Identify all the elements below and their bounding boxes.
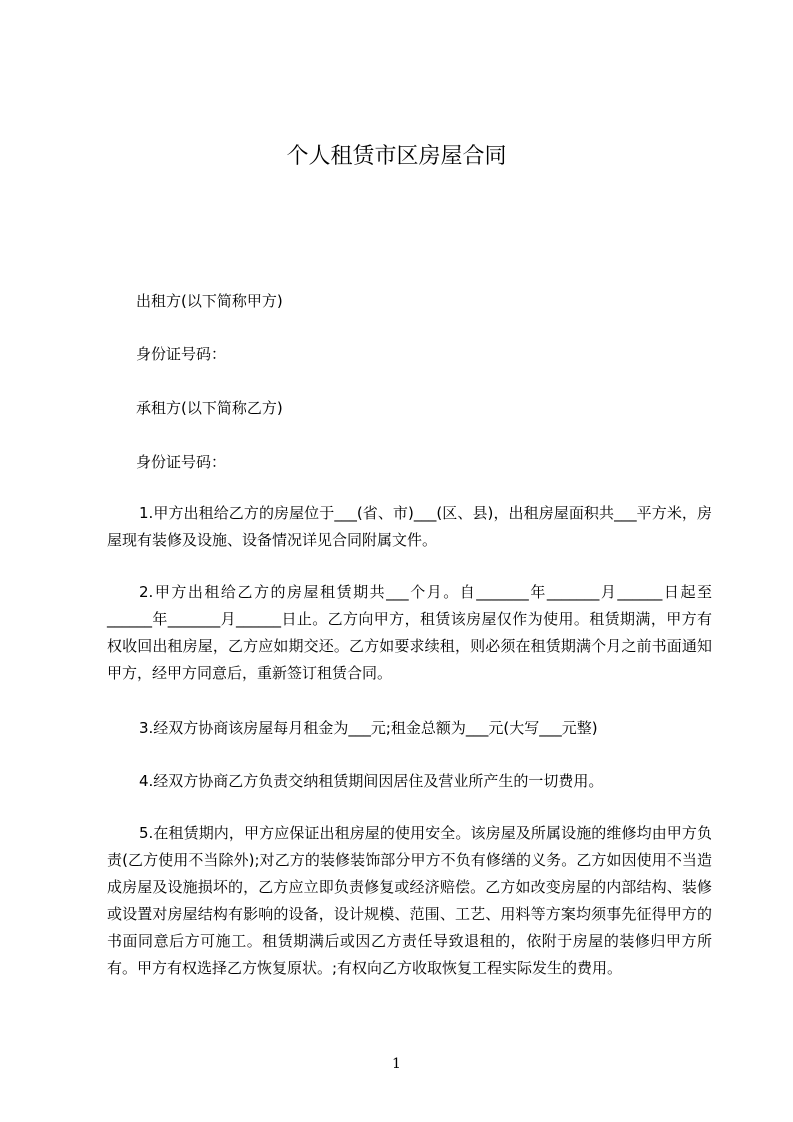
clause-text: 3.经双方协商该房屋每月租金为___元;租金总额为___元(大写___元整) xyxy=(139,719,598,737)
clause-3 xyxy=(107,715,712,742)
document-title: 个人租赁市区房屋合同 xyxy=(286,144,507,169)
clause-4 xyxy=(107,768,712,795)
clause-text: 1.甲方出租给乙方的房屋位于___(省、市)___(区、县)，出租房屋面积共___平方米，房屋现有装修及设施、设备情况详见合同附属文件。 xyxy=(107,504,712,549)
lessee-id-line: 身份证号码： xyxy=(136,453,227,471)
lessor-id-line: 身份证号码： xyxy=(136,345,227,363)
clause-1 xyxy=(107,500,712,554)
page-number: 1 xyxy=(392,1056,401,1072)
clause-5 xyxy=(107,820,712,982)
clause-text: 5.在租赁期内，甲方应保证出租房屋的使用安全。该房屋及所属设施的维修均由甲方负责(乙方使用不当除外);对乙方的装修装饰部分甲方不负有修缮的义务。乙方如因使用不当造成房屋及设施损坏的，乙方应立即负责修复或经济赔偿。乙方如改变房屋的内部结构、装修或设置对房屋结构有影响的设备，设计规模、范围、工艺、用料等方案均须事先征得甲方的书面同意后方可施工。租赁期满后或因乙方责任导致退租的，依附于房屋的装修归甲方所有。甲方有权选择乙方恢复原状。;有权向乙方收取恢复工程实际发生的费用。 xyxy=(107,824,712,977)
lessor-line: 出租方(以下简称甲方) xyxy=(136,292,283,310)
clause-text: 2.甲方出租给乙方的房屋租赁期共___个月。自_______年_______月______日起至______年_______月______日止。乙方向甲方，租赁该房屋仅作为使用。租赁期满，甲方有权收回出租房屋，乙方应如期交还。乙方如要求续租，则必须在租赁期满个月之前书面通知甲方，经甲方同意后，重新签订租赁合同。 xyxy=(107,583,712,682)
lessee-line: 承租方(以下简称乙方) xyxy=(136,399,283,417)
clause-text: 4.经双方协商乙方负责交纳租赁期间因居住及营业所产生的一切费用。 xyxy=(139,772,604,790)
clause-2 xyxy=(107,579,712,687)
